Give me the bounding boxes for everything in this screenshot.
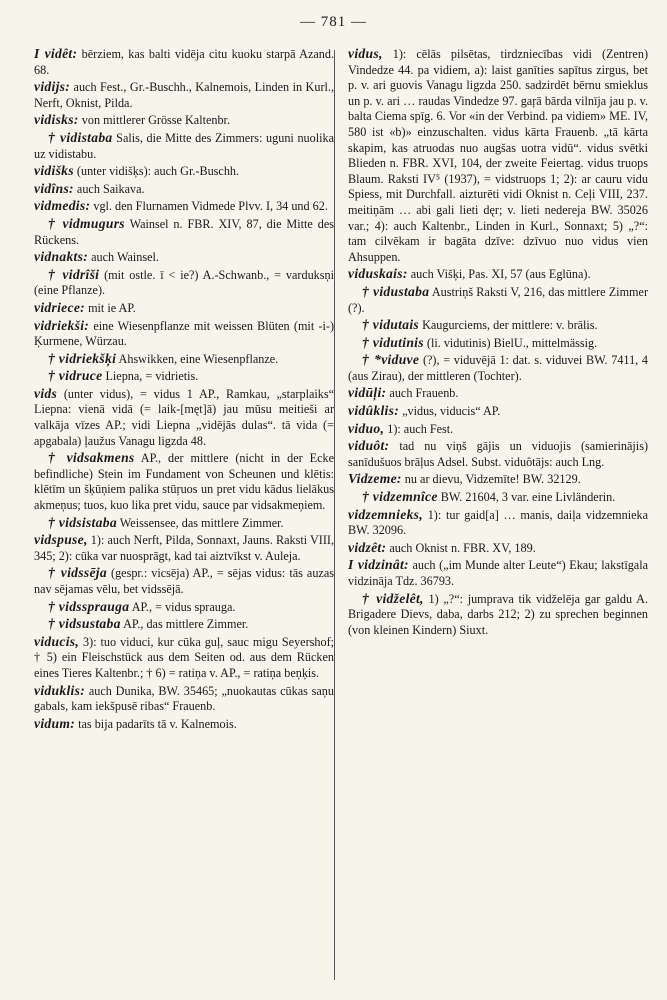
entry-text: Liepna, = vidrietis. bbox=[105, 369, 199, 384]
dictionary-entry bbox=[34, 386, 334, 449]
dictionary-entry bbox=[348, 557, 648, 589]
entry-headword: vidum: bbox=[34, 715, 76, 731]
entry-headword: viduskais: bbox=[348, 266, 408, 282]
entry-headword: viduo, bbox=[348, 420, 385, 436]
entry-headword: Vidzeme: bbox=[348, 471, 402, 487]
dictionary-entry bbox=[348, 46, 648, 265]
dictionary-entry bbox=[34, 351, 334, 368]
entry-headword: † vidsustaba bbox=[48, 616, 121, 632]
entry-text: 3): tuo viduci, kur cūka guļ, sauc migu Seyershof; † 5) ein Fleischstück aus dem Seiten od. aus dem Rücken eines Tieres Kaltenbr.; † 6) = ratiņa v. AP., = ratiņa beņķis. bbox=[34, 634, 335, 680]
dictionary-entry bbox=[34, 249, 334, 266]
entry-text: (?), = viduvējā 1: dat. s. viduvei BW. 7411, 4 (aus Zirau), der mittleren (Tochter). bbox=[348, 353, 649, 383]
dictionary-entry bbox=[34, 112, 334, 129]
entry-headword: I vidêt: bbox=[34, 46, 78, 61]
dictionary-entry bbox=[348, 438, 648, 470]
entry-headword: viducis, bbox=[34, 633, 80, 649]
entry-text: auch Višķi, Pas. XI, 57 (aus Eglūna). bbox=[410, 267, 591, 282]
entry-text: 1): tur gaid[a] … manis, daiļa vidzemnieka BW. 32096. bbox=[348, 507, 648, 538]
entry-headword: † vidrîši bbox=[48, 266, 100, 282]
entry-headword: vidzemnieks, bbox=[348, 506, 423, 522]
entry-headword: vidriekši: bbox=[34, 317, 90, 333]
entry-text: AP., = vidus sprauga. bbox=[131, 599, 236, 614]
entry-text: eine Wiesenpflanze mit weissen Blüten (mit -i-) Ķurmene, Würzau. bbox=[34, 318, 335, 349]
entry-text: (gespr.: vicsēja) AP., = sējas vidus: tās auzas nav sējamas vēlu, bet vidssējā. bbox=[34, 566, 334, 596]
dictionary-entry bbox=[34, 599, 334, 616]
dictionary-entry bbox=[348, 591, 648, 639]
entry-text: Austriņš Raksti V, 216, das mittlere Zimmer (?). bbox=[348, 284, 648, 315]
entry-text: von mittlerer Grösse Kaltenbr. bbox=[81, 113, 230, 128]
entry-headword: vidriece: bbox=[34, 299, 86, 315]
dictionary-entry bbox=[34, 318, 334, 350]
entry-text: Kaugurciems, der mittlere: v. brālis. bbox=[422, 318, 598, 333]
entry-headword: viduklis: bbox=[34, 682, 86, 698]
entry-headword: vidmedis: bbox=[34, 198, 91, 214]
entry-text: auch („im Munde alter Leute“) Ekau; lakstīgala vidzināja Tdz. 36793. bbox=[348, 558, 649, 588]
dictionary-entry bbox=[348, 352, 648, 384]
dictionary-entry bbox=[348, 266, 648, 283]
dictionary-entry bbox=[34, 216, 334, 248]
dictionary-entry bbox=[34, 368, 334, 385]
dictionary-entry bbox=[34, 716, 334, 733]
dictionary-entry bbox=[34, 79, 334, 111]
entry-headword: vidišks bbox=[34, 163, 74, 179]
entry-text: Ahswikken, eine Wiesenpflanze. bbox=[118, 351, 279, 366]
right-column bbox=[348, 46, 648, 639]
dictionary-entry bbox=[34, 616, 334, 633]
dictionary-entry bbox=[34, 300, 334, 317]
entry-headword: † *viduve bbox=[362, 352, 420, 368]
page-number: — 781 — bbox=[300, 14, 367, 30]
entry-headword: † vidriekšķi bbox=[48, 350, 117, 366]
column-divider bbox=[334, 50, 335, 980]
dictionary-entry bbox=[348, 403, 648, 420]
dictionary-entry bbox=[34, 198, 334, 215]
entry-text: Weissensee, das mittlere Zimmer. bbox=[119, 515, 284, 530]
entry-headword: vidûklis: bbox=[348, 403, 400, 419]
dictionary-entry bbox=[34, 163, 334, 180]
dictionary-entry bbox=[348, 507, 648, 539]
entry-headword: † vidistaba bbox=[48, 129, 113, 145]
dictionary-entry bbox=[34, 450, 334, 513]
dictionary-entry bbox=[348, 385, 648, 402]
dictionary-entry bbox=[348, 421, 648, 438]
entry-headword: † vidutinis bbox=[362, 334, 424, 350]
entry-headword: † vidssprauga bbox=[48, 598, 130, 614]
entry-text: Wainsel n. FBR. XIV, 87, die Mitte des Rückens. bbox=[34, 216, 334, 247]
entry-text: „vidus, viducis“ AP. bbox=[402, 404, 501, 419]
dictionary-entry bbox=[34, 46, 334, 78]
entry-text: (unter vidus), = vidus 1 AP., Ramkau, „starplaiks“ Liepna: vienā vidā (= laik-[męt]ā) jau mūsu meitieši ar valkāja vīzes AP.; vidi Liepna „vidējās dulas“. tā vida (= apgabala) ļaužus Vanagu ligzda 48. bbox=[34, 386, 334, 448]
entry-text: Salis, die Mitte des Zimmers: uguni nuolika uz vidistabu. bbox=[34, 130, 334, 161]
entry-text: tad nu viņš gājis un viduojis (samierinājis) sanīdušuos brāļus Adsel. Subst. viduôtājs: auch Lng. bbox=[348, 439, 648, 469]
dictionary-entry bbox=[348, 471, 648, 488]
dictionary-entry bbox=[34, 515, 334, 532]
left-column bbox=[34, 46, 334, 733]
entry-text: 1): auch Nerft, Pilda, Sonnaxt, Jauns. Raksti VIII, 345; 2): cūka var nuosprāgt, kad tai aiztvīkst v. Auleja. bbox=[34, 533, 335, 563]
entry-text: auch Frauenb. bbox=[389, 386, 459, 401]
entry-headword: vidspuse, bbox=[34, 532, 88, 548]
entry-text: 1) „?“: jumprava tik vidželēja gar galdu A. Brigadere Dievs, daba, darbs 212; 2) zu sprechen beginnen (von kleinen Kindern) Siuxt. bbox=[348, 591, 648, 637]
entry-headword: † vidruce bbox=[48, 368, 103, 384]
dictionary-entry bbox=[34, 683, 334, 715]
dictionary-entry bbox=[34, 565, 334, 597]
entry-headword: vidîns: bbox=[34, 180, 74, 196]
entry-headword: † vidssēja bbox=[48, 565, 107, 581]
entry-text: auch Saikava. bbox=[76, 181, 145, 196]
entry-text: auch Fest., Gr.-Buschh., Kalnemois, Linden in Kurl., Nerft, Oknist, Pilda. bbox=[34, 80, 334, 110]
entry-headword: vidisks: bbox=[34, 112, 79, 128]
dictionary-entry bbox=[348, 317, 648, 334]
entry-text: mit ie AP. bbox=[88, 300, 136, 315]
entry-text: 1): cēlās pilsētas, tirdzniecības vidi (Zentren) Vindedze 44. pa vidiem, a): laist ganīties sapītus zirgus, bet p. v. ari guovis Vanagu ligzda 250. sadzirdēt bērnu smieklus un p. v. ari … raudas Vindedze 97. gaŗā bārda vilnīja jau p. v. balta Ciema spīg. 6. Vor «in der Verbind. pa vidiem» ME. IV, 580 ist «b)» einzuschalten. vidus kārta Frauenb. „tā kārta skapim, kas atruodas nuo augšas uotra vidū“. vidus svētki Blieden n. FBR. XVI, 104, der zweite Feiertag. vidus truops Blaum. Raksti IV⁵ (1937), = vidstruops 1; 2): ar cauru vidu Spiess, mit Durchfall. aizturēti vidi Oknist n. Ceļi VIII, 237. meitiņām … abi gali lieti dęr; v. lieti nedereja BW. 35026 var.; 4): auch Kaltenbr., Linden in Kurl., Sonnaxt; 5) „?“: tam cilvēkam ir bagāta dzīve: dzīvuo nuo vidus vien Ahsuppen. bbox=[348, 47, 648, 264]
entry-headword: † vidustaba bbox=[362, 283, 430, 299]
entry-text: auch Oknist n. FBR. XV, 189. bbox=[389, 540, 536, 555]
entry-headword: vidijs: bbox=[34, 79, 71, 95]
entry-text: tas bija padarīts tā v. Kalnemois. bbox=[78, 716, 237, 731]
entry-text: auch Dunika, BW. 35465; „nuokautas cūkas saņu gabals, kam iekšpusē ribas“ Frauenb. bbox=[34, 683, 334, 714]
entry-headword: vidus, bbox=[348, 46, 383, 61]
entry-text: BW. 21604, 3 var. eine Livländerin. bbox=[440, 490, 616, 505]
entry-headword: † vidželêt, bbox=[362, 590, 424, 606]
entry-headword: I vidzinât: bbox=[348, 557, 409, 573]
entry-text: (unter vidišķs): auch Gr.-Buschh. bbox=[76, 164, 240, 179]
entry-headword: vids bbox=[34, 385, 58, 401]
entry-text: nu ar dievu, Vidzemīte! BW. 32129. bbox=[404, 472, 581, 487]
entry-headword: † vidsistaba bbox=[48, 514, 117, 530]
entry-headword: † vidutais bbox=[362, 317, 420, 333]
entry-text: 1): auch Fest. bbox=[387, 421, 454, 436]
dictionary-entry bbox=[34, 130, 334, 162]
dictionary-entry bbox=[348, 284, 648, 316]
dictionary-entry bbox=[34, 634, 334, 682]
entry-headword: † vidsakmens bbox=[48, 450, 135, 466]
dictionary-entry bbox=[34, 267, 334, 299]
dictionary-entry bbox=[34, 181, 334, 198]
dictionary-entry bbox=[34, 532, 334, 564]
entry-text: AP., der mittlere (nicht in der Ecke befindliche) Stein im Fundament von Scheunen und klētis: klētīm un šķūņiem palika stūŗuos un pret vidu kādus lielākus akmeņus; tuos, kuo lika pret vidu, sauce par vidsakmeņiem. bbox=[34, 451, 334, 513]
entry-text: (mit ostle. ī < ie?) A.-Schwanb., = varduksņi (eine Pflanze). bbox=[34, 267, 334, 298]
entry-text: AP., das mittlere Zimmer. bbox=[123, 617, 249, 632]
entry-headword: † vidmugurs bbox=[48, 215, 125, 231]
dictionary-entry bbox=[348, 540, 648, 557]
entry-headword: vidnakts: bbox=[34, 249, 89, 265]
entry-headword: viduôt: bbox=[348, 438, 390, 454]
entry-text: bērziem, kas balti vidēja citu kuoku starpā Azand. 68. bbox=[34, 47, 334, 77]
entry-headword: vidzêt: bbox=[348, 539, 387, 555]
entry-text: vgl. den Flurnamen Vidmede Plvv. I, 34 und 62. bbox=[93, 199, 328, 214]
dictionary-entry bbox=[348, 489, 648, 506]
entry-headword: † vidzemnîce bbox=[362, 489, 438, 505]
entry-text: auch Wainsel. bbox=[91, 250, 159, 265]
entry-text: (li. vidutinis) BielU., mittelmässig. bbox=[426, 335, 598, 350]
entry-headword: vidūļi: bbox=[348, 385, 387, 401]
dictionary-entry bbox=[348, 335, 648, 352]
